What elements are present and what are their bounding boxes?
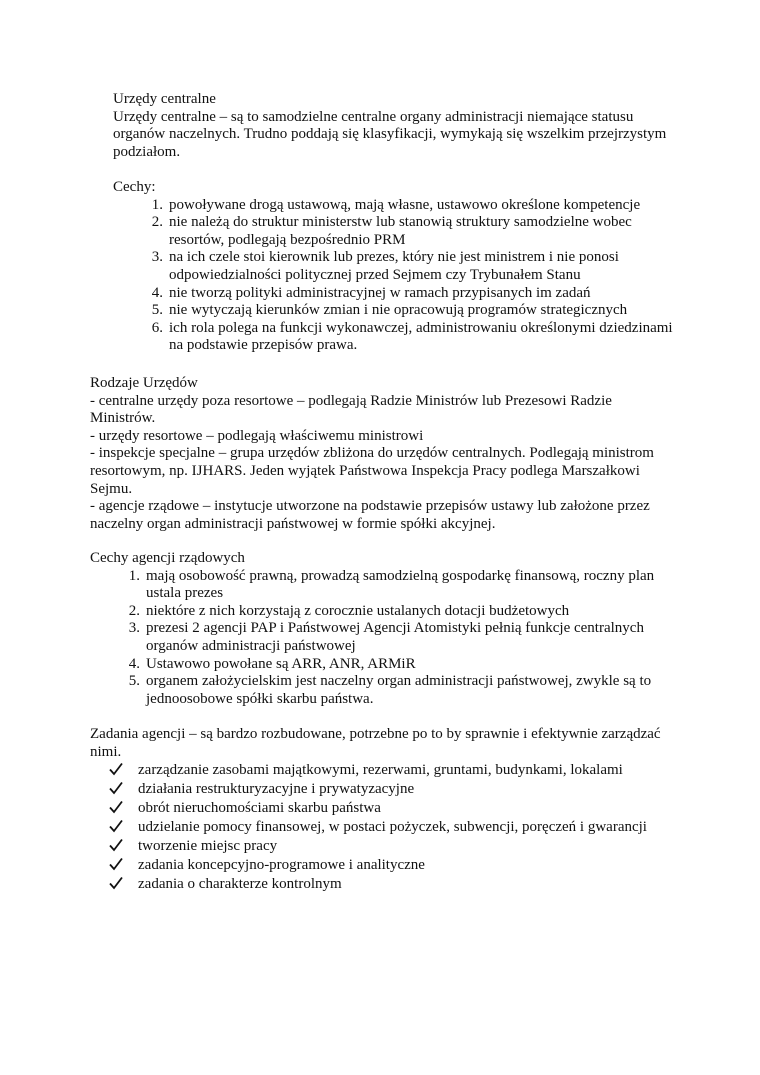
checkmark-icon	[109, 876, 123, 890]
paragraph-line: - agencje rządowe – instytucje utworzone na podstawie przepisów ustawy lub założone przez naczelny organ administracji państwowej w formie spółki akcyjnej.	[90, 498, 650, 532]
section-title: Rodzaje Urzędów	[90, 375, 198, 391]
section-rodzaje-urzedow	[90, 375, 680, 533]
checkmark-icon	[109, 857, 123, 871]
list-item: 4. nie tworzą polityki administracyjnej w ramach przypisanych im zadań	[151, 284, 591, 301]
checkmark-icon	[109, 838, 123, 852]
section-intro: Zadania agencji – są bardzo rozbudowane, potrzebne po to by sprawnie i efektywnie zarządzać nimi.	[90, 726, 661, 760]
checkmark-icon	[109, 819, 123, 833]
section-urzedy-centralne	[113, 91, 673, 355]
paragraph-line: - centralne urzędy poza resortowe – podlegają Radzie Ministrów lub Prezesowi Radzie Ministrów.	[90, 392, 612, 427]
features-list	[135, 197, 673, 355]
section-cechy-agencji	[90, 550, 680, 708]
list-item: udzielanie pomocy finansowej, w postaci pożyczek, subwencji, poręczeń i gwarancji	[90, 818, 680, 837]
paragraph-line: - urzędy resortowe – podlegają właściwemu ministrowi	[90, 427, 424, 444]
checkmark-icon	[109, 800, 123, 814]
list-item: 3. prezesi 2 agencji PAP i Państwowej Agencji Atomistyki pełnią funkcje centralnych organów administracji państwowej	[128, 620, 644, 654]
features-heading: Cechy:	[113, 178, 156, 195]
list-item: 1. powoływane drogą ustawową, mają własne, ustawowo określone kompetencje	[151, 196, 641, 213]
list-item: 1. mają osobowość prawną, prowadzą samodzielną gospodarkę finansową, roczny plan ustala prezes	[128, 567, 655, 602]
list-item: 2. niektóre z nich korzystają z corocznie ustalanych dotacji budżetowych	[128, 602, 570, 619]
list-item: zadania koncepcyjno-programowe i analityczne	[90, 856, 680, 875]
section-title: Urzędy centralne	[113, 91, 216, 107]
list-item: 4. Ustawowo powołane są ARR, ANR, ARMiR	[128, 655, 416, 672]
checkmark-icon	[109, 762, 123, 776]
agency-features-list	[112, 568, 680, 709]
section-title: Cechy agencji rządowych	[90, 550, 245, 566]
section-intro: Urzędy centralne – są to samodzielne centralne organy administracji niemające statusu organów naczelnych. Trudno poddają się klasyfikacji, wymykają się wszelkim przejrzystym podziałom.	[113, 108, 667, 160]
list-item: 2. nie należą do struktur ministerstw lub stanowią struktury samodzielne wobec resortów, podlegają bezpośrednio PRM	[151, 214, 632, 248]
list-item: działania restrukturyzacyjne i prywatyzacyjne	[90, 780, 680, 799]
list-item: zadania o charakterze kontrolnym	[90, 875, 680, 894]
list-item: 5. organem założycielskim jest naczelny organ administracji państwowej, zwykle są to jednoosobowe spółki skarbu państwa.	[128, 673, 652, 707]
list-item: obrót nieruchomościami skarbu państwa	[90, 799, 680, 818]
list-item: tworzenie miejsc pracy	[90, 837, 680, 856]
tasks-list	[90, 761, 680, 894]
list-item: zarządzanie zasobami majątkowymi, rezerwami, gruntami, budynkami, lokalami	[90, 761, 680, 780]
list-item: 3. na ich czele stoi kierownik lub prezes, który nie jest ministrem i nie ponosi odpowiedzialności politycznej przed Sejmem czy Trybunałem Stanu	[151, 249, 619, 283]
section-zadania-agencji	[90, 726, 680, 894]
list-item: 6. ich rola polega na funkcji wykonawczej, administrowaniu określonymi dziedzinami na podstawie przepisów prawa.	[151, 319, 673, 354]
list-item: 5. nie wytyczają kierunków zmian i nie opracowują programów strategicznych	[151, 302, 628, 319]
checkmark-icon	[109, 781, 123, 795]
paragraph-line: - inspekcje specjalne – grupa urzędów zbliżona do urzędów centralnych. Podlegają ministrom resortowym, np. IJHARS. Jeden wyjątek Państwowa Inspekcja Pracy podlega Marszałkowi Sejmu.	[90, 445, 654, 497]
